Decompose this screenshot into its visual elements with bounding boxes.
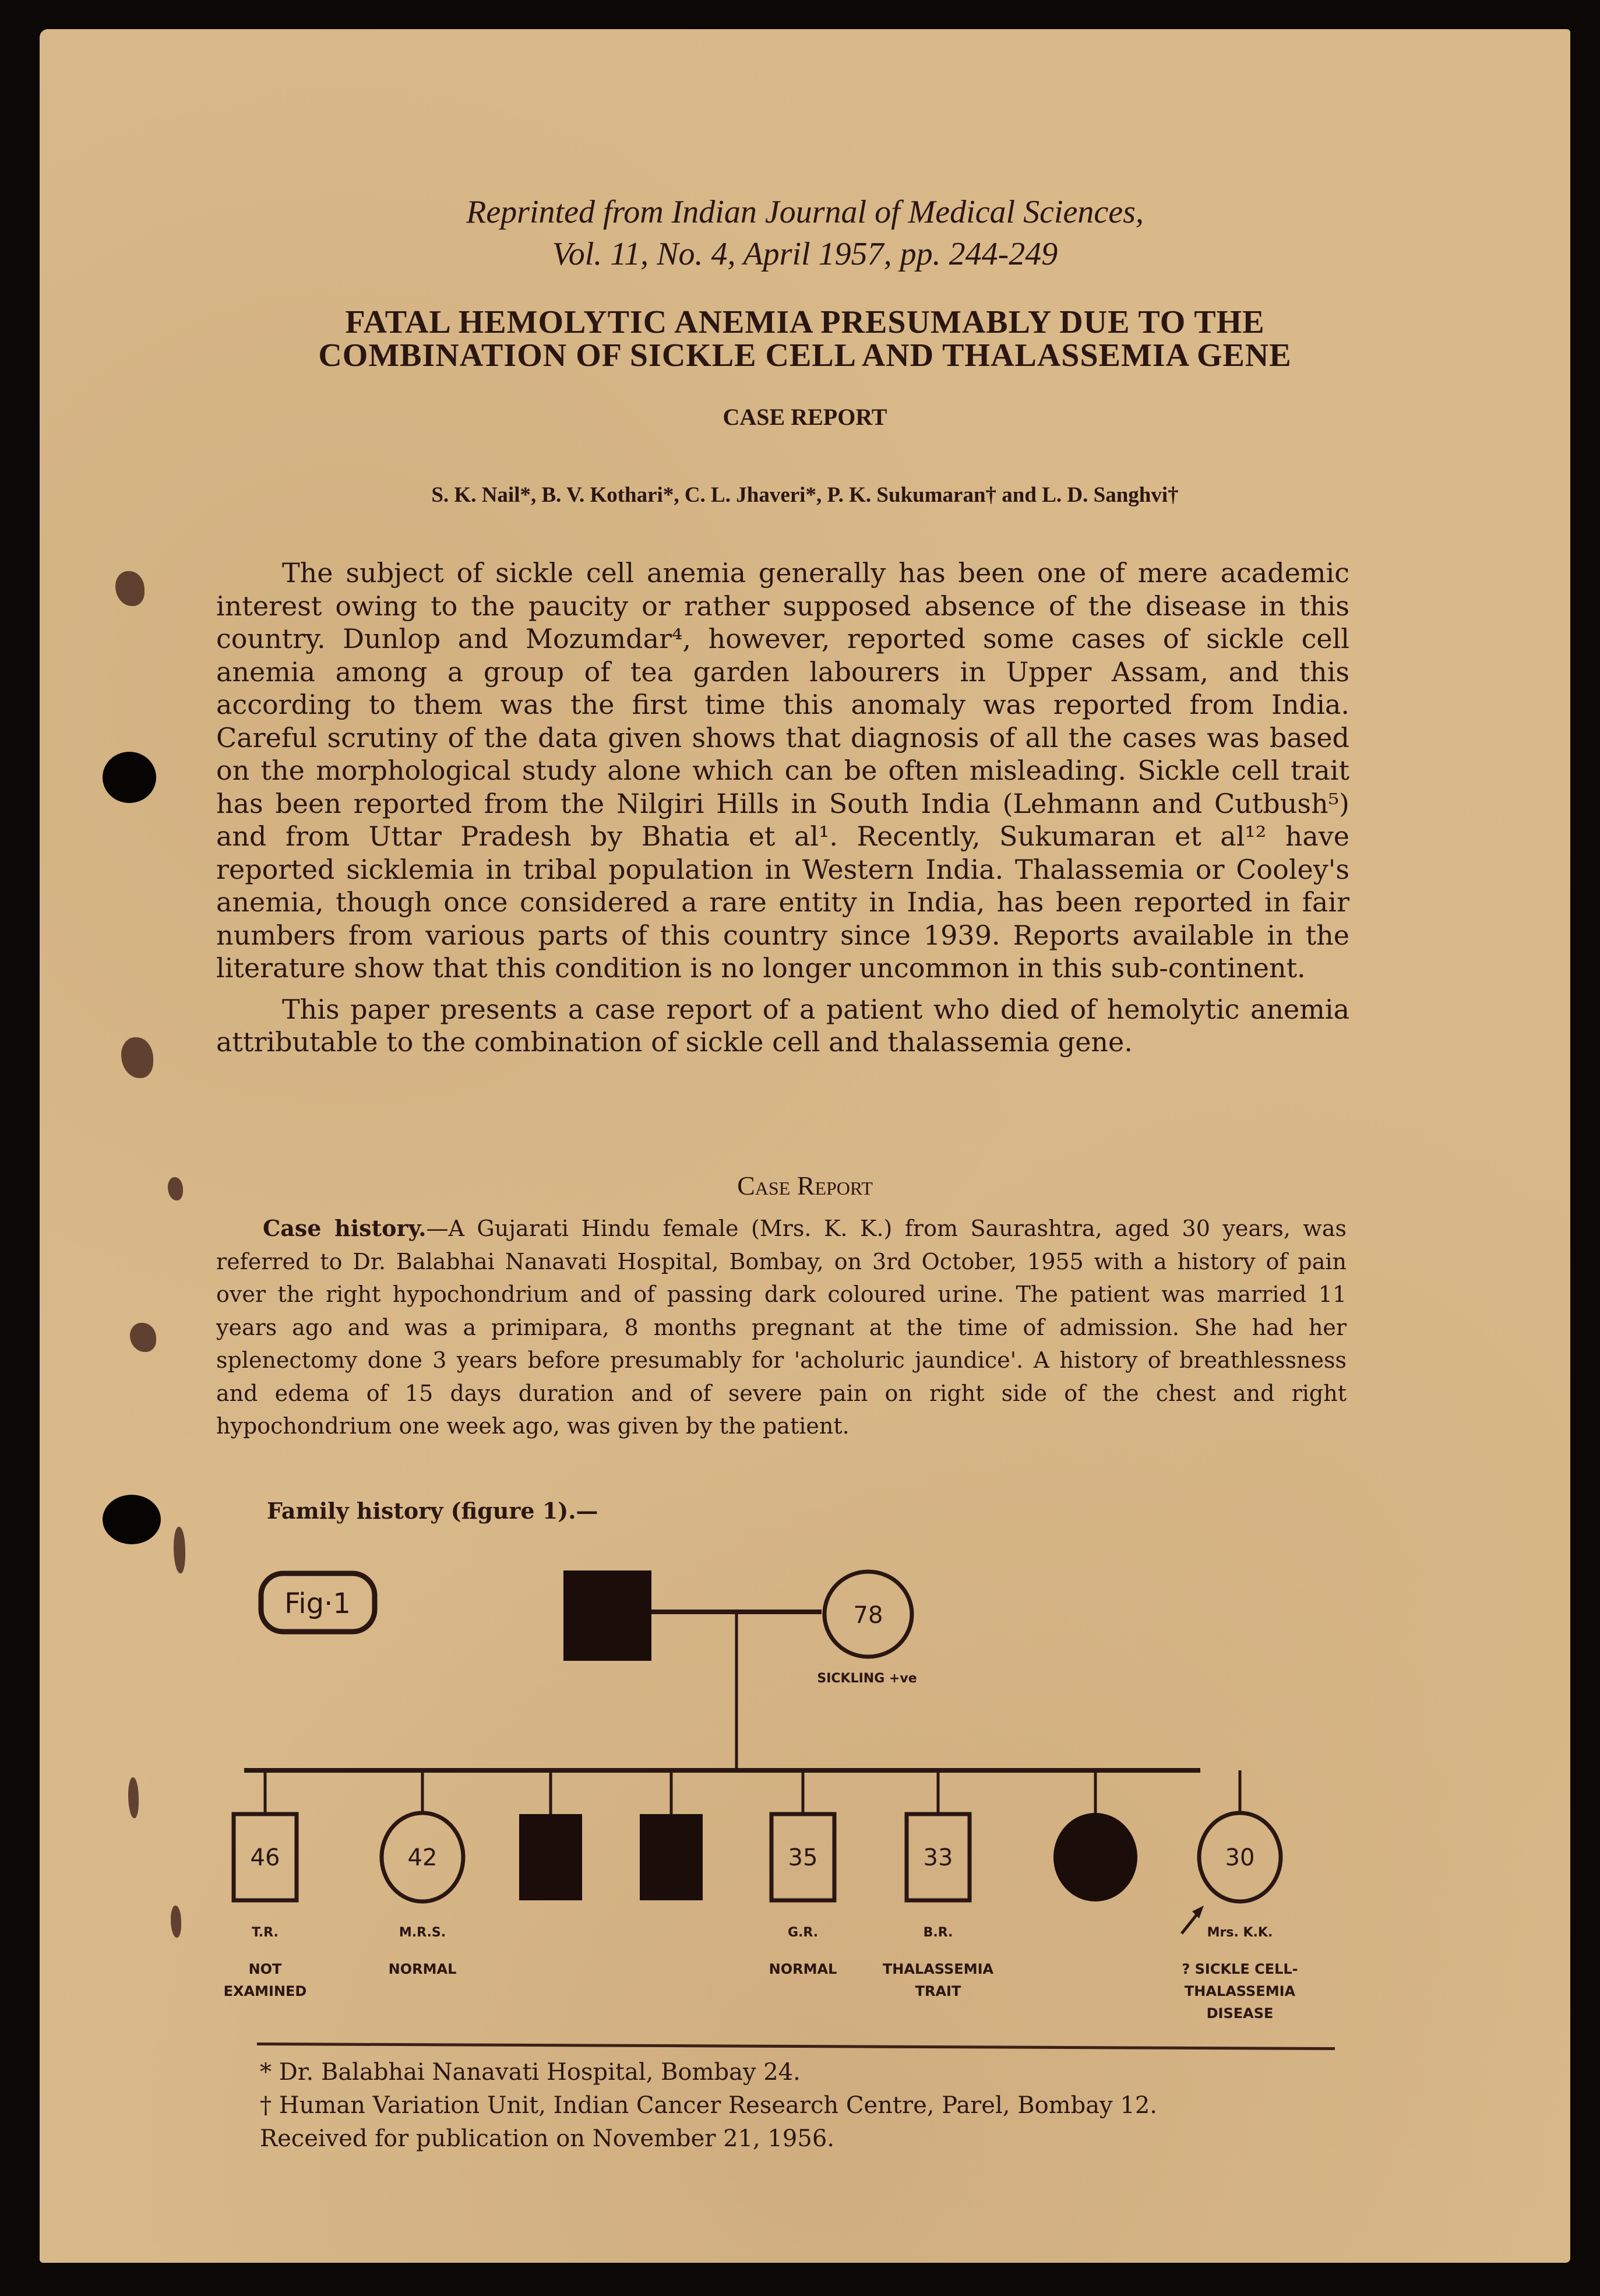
title-line-2: COMBINATION OF SICKLE CELL AND THALASSEMIA GENE [318, 337, 1292, 374]
child-status: EXAMINED [223, 1983, 307, 1999]
children-row [224, 1770, 1298, 2022]
affected-female-circle [1053, 1813, 1137, 1901]
child-status: THALASSEMIA [882, 1961, 994, 1977]
child-status: TRAIT [915, 1983, 961, 1999]
authors: S. K. Nail*, B. V. Kothari*, C. L. Jhaveri*, P. K. Sukumaran† and L. D. Sanghvi† [431, 483, 1179, 507]
child-initials: Mrs. K.K. [1207, 1925, 1273, 1940]
child-status: NOT [248, 1961, 282, 1977]
child-status: DISEASE [1206, 2005, 1274, 2022]
intro-paragraph-2: This paper presents a case report of a patient who died of hemolytic anemia attributable to the combination of sickle cell and thalassemia gene. [216, 993, 1349, 1058]
child-status: ? SICKLE CELL- [1182, 1961, 1298, 1977]
section-label: CASE REPORT [723, 404, 887, 430]
footnote-2: † Human Variation Unit, Indian Cancer Research Centre, Parel, Bombay 12. [260, 2092, 1157, 2119]
child-status: THALASSEMIA [1184, 1983, 1296, 1999]
reprint-line-1: Reprinted from Indian Journal of Medical Sciences, [466, 194, 1144, 230]
footnote-received: Received for publication on November 21, 1956. [260, 2125, 834, 2152]
affected-male-square [640, 1814, 703, 1900]
case-history-text: —A Gujarati Hindu female (Mrs. K. K.) from Saurashtra, aged 30 years, was referred to Dr. Balabhai Nanavati Hospital, Bombay, on 3rd October, 1955 with a history of pain over the right hypochondrium and of passing dark coloured urine. The patient was married 11 years ago and was a primipara, 8 months pregnant at the time of admission. She had her splenectomy done 3 years before presumably for 'acholuric jaundice'. A history of breathlessness and edema of 15 days duration and of severe pain on right side of the chest and right hypochondrium one week ago, was given by the patient. [216, 1216, 1347, 1439]
family-history-label: Family history (figure 1).— [267, 1498, 598, 1524]
child-age: 30 [1225, 1844, 1255, 1871]
child-status: NORMAL [388, 1961, 457, 1977]
case-history-label: Case history. [263, 1215, 427, 1241]
reprint-line-2: Vol. 11, No. 4, April 1957, pp. 244-249 [552, 236, 1058, 272]
figure-label-text: Fig·1 [284, 1587, 351, 1620]
mother-status: SICKLING +ve [817, 1671, 917, 1686]
child-age: 42 [407, 1844, 438, 1871]
pedigree-figure [40, 29, 1570, 2263]
mother-age: 78 [853, 1602, 883, 1629]
case-report-heading: Case Report [737, 1171, 873, 1200]
affected-male-square [519, 1814, 582, 1900]
child-initials: T.R. [252, 1925, 279, 1940]
child-age: 46 [250, 1844, 280, 1871]
child-initials: G.R. [787, 1925, 819, 1940]
footnotes [260, 2056, 1367, 2156]
child-status: NORMAL [769, 1961, 837, 1977]
child-initials: B.R. [923, 1925, 953, 1940]
child-age: 33 [923, 1844, 953, 1871]
document-page [40, 29, 1570, 2263]
father-affected-square [563, 1570, 651, 1661]
child-age: 35 [788, 1844, 818, 1871]
footnote-1: * Dr. Balabhai Nanavati Hospital, Bombay 24. [260, 2059, 801, 2086]
title-line-1: FATAL HEMOLYTIC ANEMIA PRESUMABLY DUE TO THE [345, 304, 1265, 340]
figure-label [261, 1573, 375, 1632]
child-initials: M.R.S. [399, 1925, 446, 1940]
intro-paragraph-1: The subject of sickle cell anemia generally has been one of mere academic interest owing to the paucity or rather supposed absence of the disease in this country. Dunlop and Mozumdar⁴, however, reported some cases of sickle cell anemia among a group of tea garden labourers in Upper Assam, and this according to them was the first time this anomaly was reported from India. Careful scrutiny of the data given shows that diagnosis of all the cases was based on the morphological study alone which can be often misleading. Sickle cell trait has been reported from the Nilgiri Hills in South India (Lehmann and Cutbush⁵) and from Uttar Pradesh by Bhatia et al¹. Recently, Sukumaran et al¹² have reported sicklemia in tribal population in Western India. Thalassemia or Cooley's anemia, though once considered a rare entity in India, has been reported in fair numbers from various parts of this country since 1939. Reports available in the literature show that this condition is no longer uncommon in this sub-continent. [216, 557, 1349, 984]
